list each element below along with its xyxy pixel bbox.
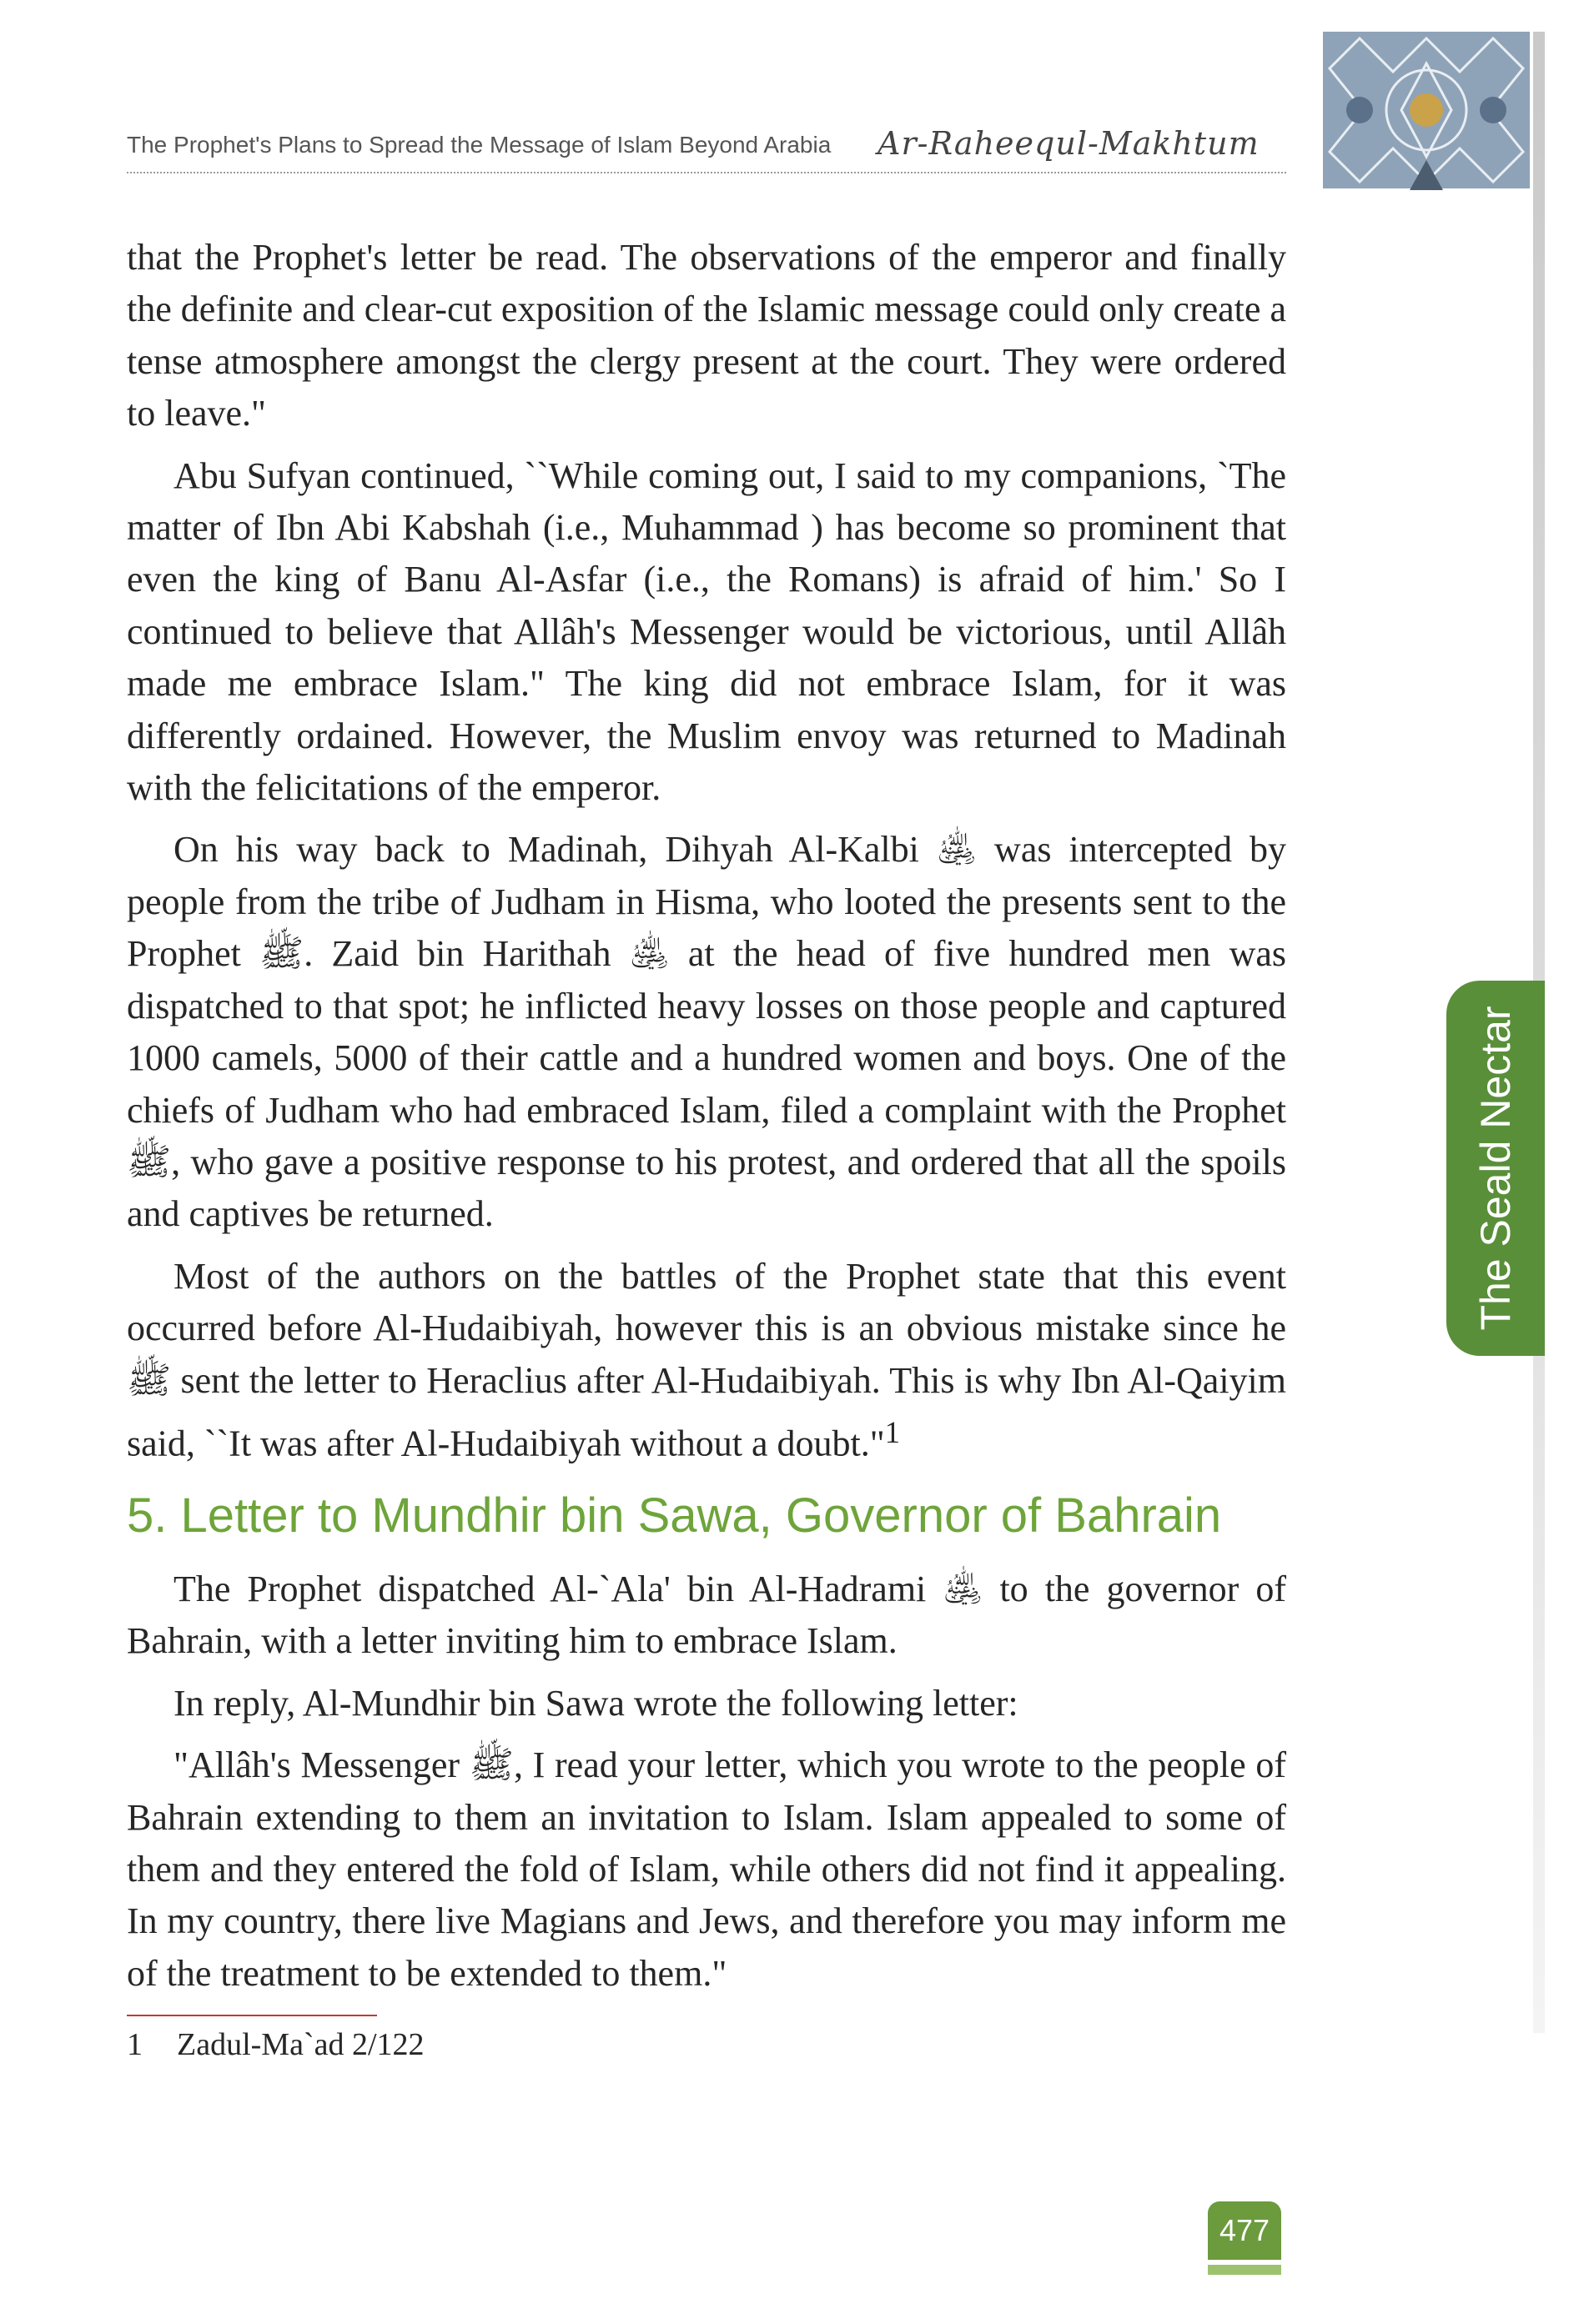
body-paragraph: "Allâh's Messenger ﷺ, I read your letter, which you wrote to the people of Bahrain extending to them an invitation to Islam. Islam appealed to some of them and they entered the fold of Islam, while others did not find it appealing. In my country, there live Magians and Jews, and therefore you may inform me of the treatment to be extended to them." <box>127 1744 1287 1994</box>
page-number: 477 <box>1208 2201 1281 2260</box>
section-heading: 5. Letter to Mundhir bin Sawa, Governor of Bahrain <box>127 1488 1222 1543</box>
footnote-reference: 1 <box>884 1414 901 1449</box>
footnote-divider <box>127 2015 377 2016</box>
body-paragraph: that the Prophet's letter be read. The observations of the emperor and finally the definite and clear-cut exposition of the Islamic message could only create a tense atmosphere amongst the clergy present at the court. They were ordered to leave." <box>127 237 1286 434</box>
body-paragraph: On his way back to Madinah, Dihyah Al-Kalbi ﵁ was intercepted by people from the tribe of Judham in Hisma, who looted the presents sent to the Prophet ﷺ. Zaid bin Harithah ﵁ at the head of five hundred men was dispatched to that spot; he inflicted heavy losses on those people and captured 1000 camels, 5000 of their cattle and a hundred women and boys. One of the chiefs of Judham who had embraced Islam, filed a complaint with the Prophet ﷺ, who gave a positive response to his protest, and ordered that all the spoils and captives be returned. <box>127 829 1286 1235</box>
body-paragraph-with-footnote <box>127 1251 1286 1470</box>
footnote-number: 1 <box>127 2027 143 2063</box>
body-paragraph: In reply, Al-Mundhir bin Sawa wrote the following letter: <box>173 1682 1018 1724</box>
body-paragraph: Abu Sufyan continued, ``While coming out, I said to my companions, `The matter of Ibn Abi Kabshah (i.e., Muhammad ) has become so prominent that even the king of Banu Al-Asfar (i.e., the Romans) is afraid of him.' So I continued to believe that Allâh's Messenger would be victorious, until Allâh made me embrace Islam." The king did not embrace Islam, for it was differently ordained. However, the Muslim envoy was returned to Madinah with the felicitations of the emperor. <box>127 454 1286 809</box>
body-paragraph-text: Most of the authors on the battles of the Prophet state that this event occurred before Al-Hudaibiyah, however this is an obvious mistake since he ﷺ sent the letter to Heraclius after Al-Hudaibiyah. This is why Ibn Al-Qaiyim said, ``It was after Al-Hudaibiyah without a doubt." <box>127 1255 1286 1464</box>
book-title-side-tab <box>1446 981 1545 1356</box>
footnote <box>127 2025 1286 2065</box>
running-header-book-title: Ar-Raheequl-Makhtum <box>877 125 1260 162</box>
footnote-text: Zadul-Ma`ad 2/122 <box>177 2027 425 2063</box>
running-header <box>127 125 1286 173</box>
body-paragraph: The Prophet dispatched Al-`Ala' bin Al-Hadrami ﵁ to the governor of Bahrain, with a letter inviting him to embrace Islam. <box>127 1569 1286 1662</box>
side-tab-label: The Seald Nectar <box>1472 1006 1519 1331</box>
page-body <box>127 232 1286 2065</box>
page-number-bar <box>1208 2265 1281 2275</box>
running-header-section-title: The Prophet's Plans to Spread the Message of Islam Beyond Arabia <box>127 132 832 158</box>
arabesque-ornament-icon <box>1318 27 1535 193</box>
